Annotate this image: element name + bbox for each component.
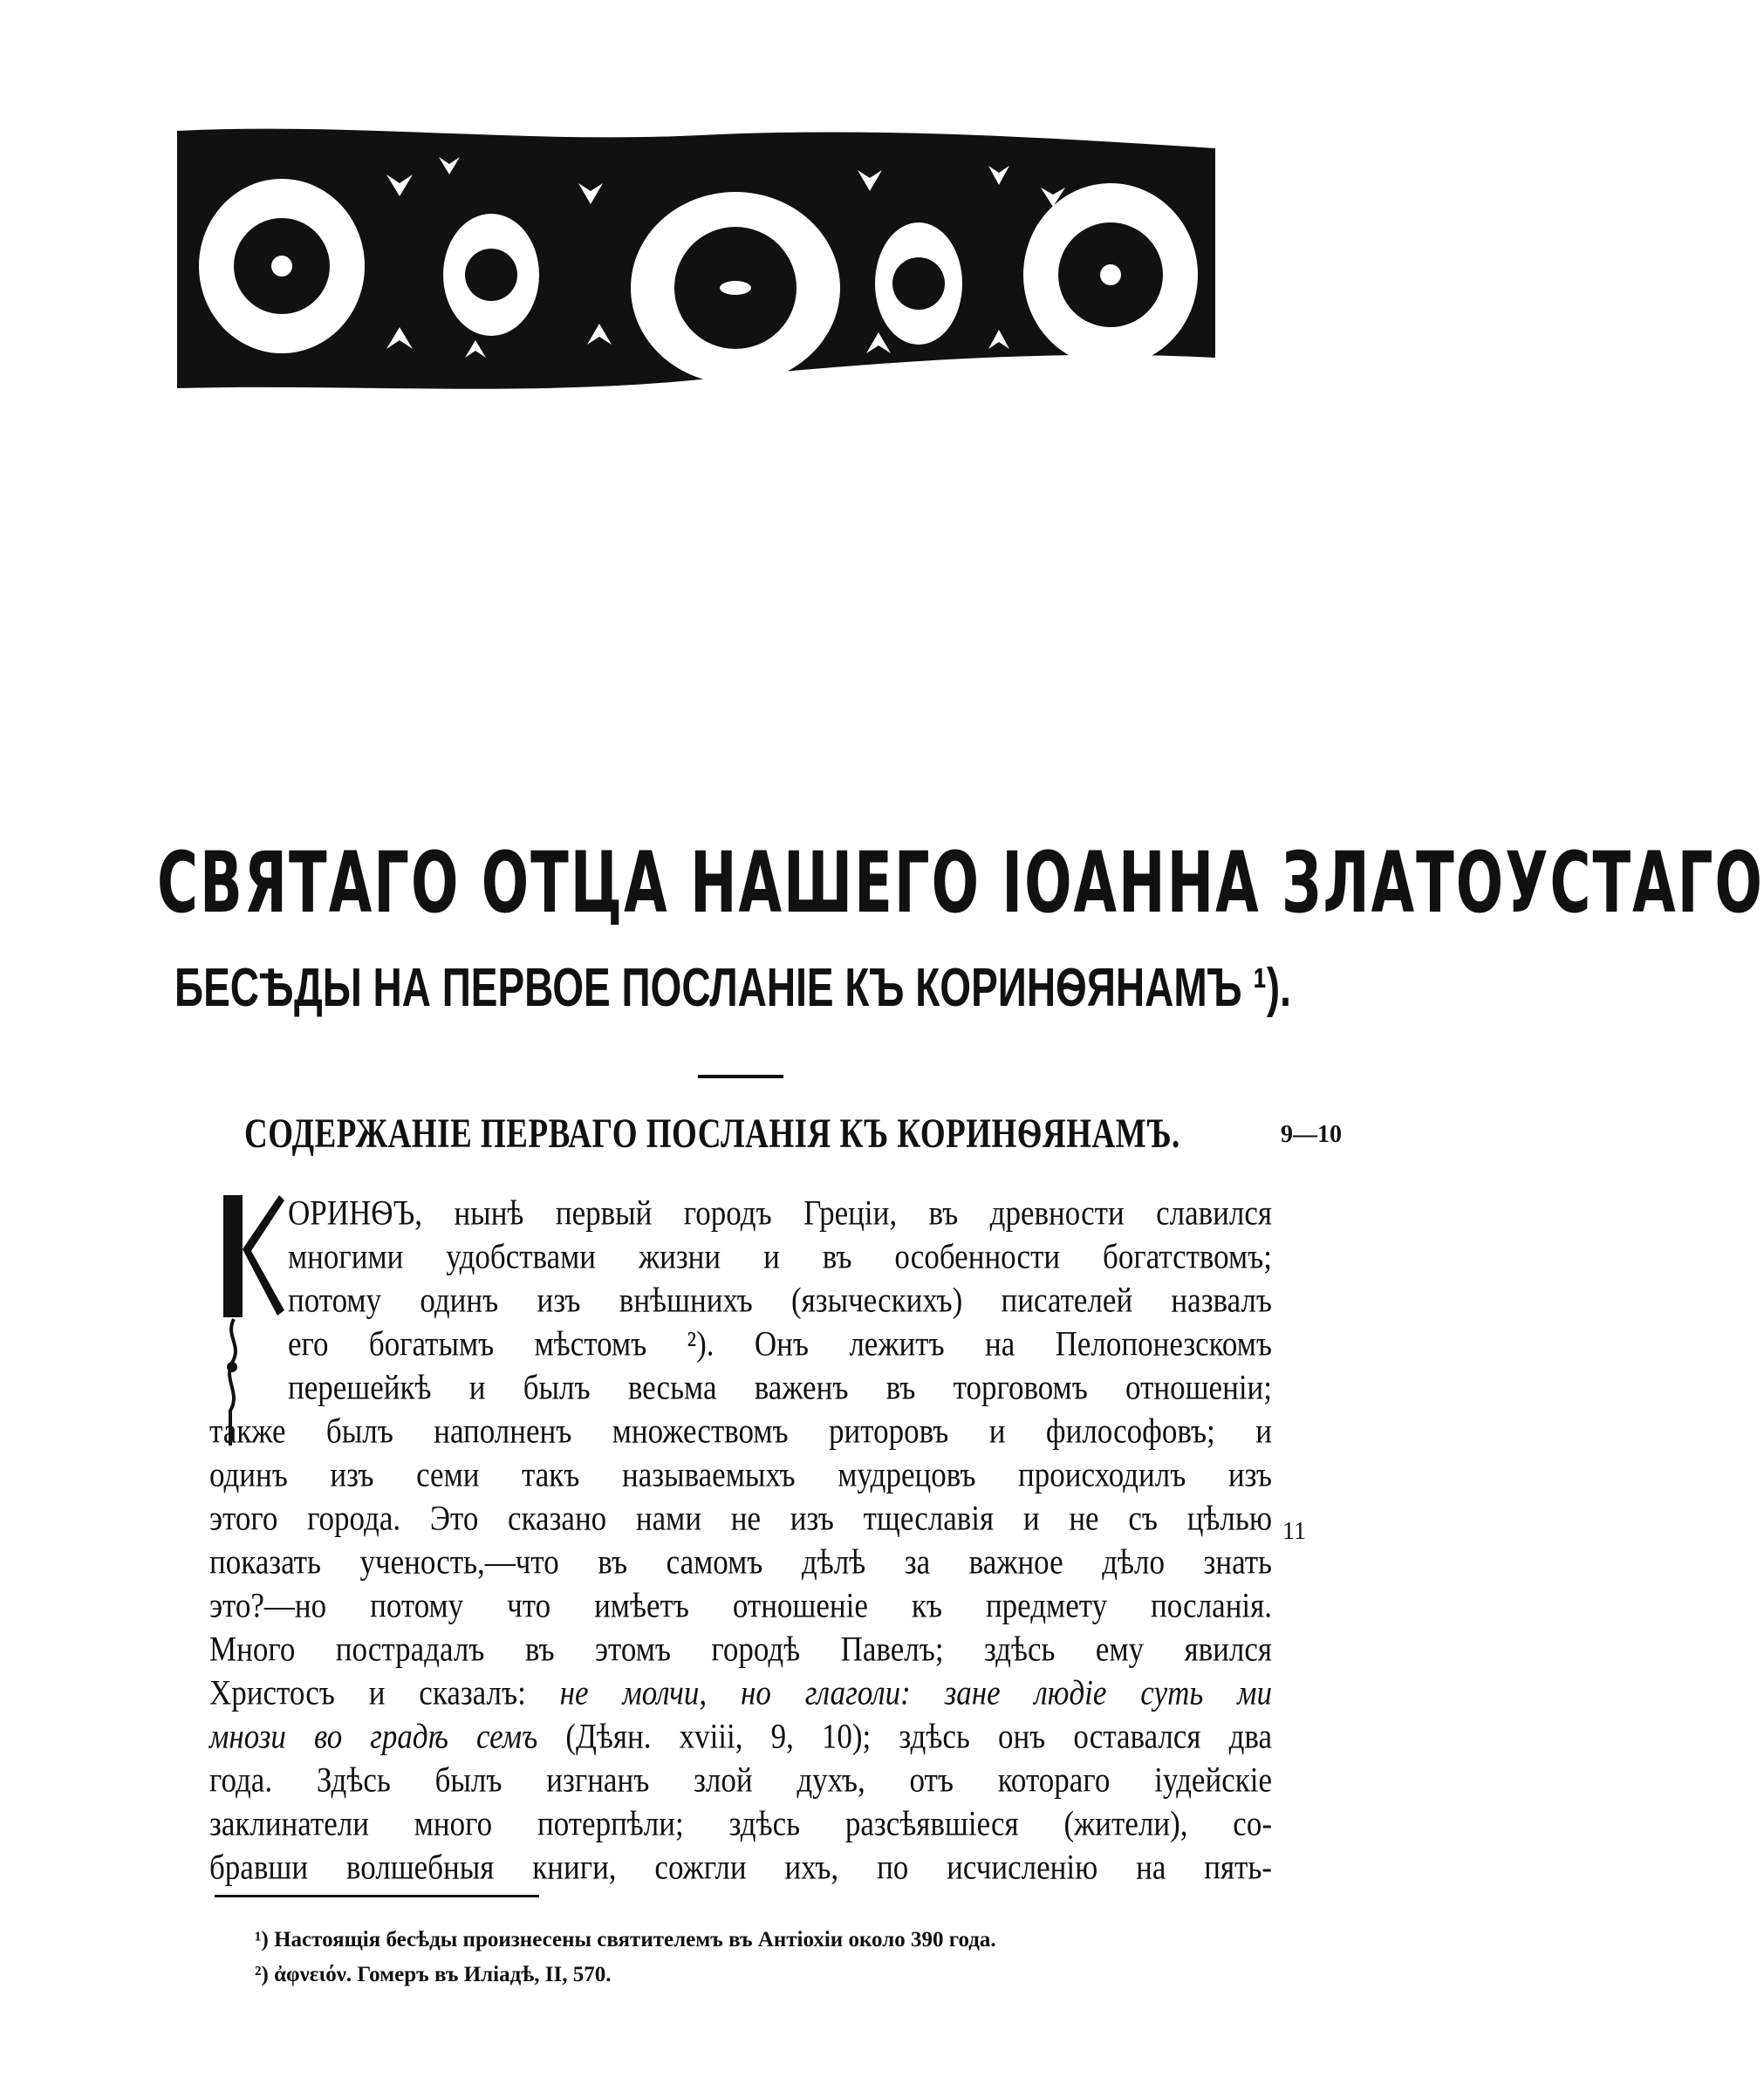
footnote-mark: ²) xyxy=(255,1963,269,1986)
text-line: это?—но потому что имѣетъ отношеніе къ предмету посланія. xyxy=(209,1586,1272,1625)
text-line: его богатымъ мѣстомъ ²). Онъ лежитъ на Пелопонезскомъ xyxy=(288,1324,1272,1364)
text-line: Много пострадалъ въ этомъ городѣ Павелъ; здѣсь ему явился xyxy=(209,1630,1272,1669)
subtitle-footnote-mark: ¹). xyxy=(1253,956,1291,1018)
headpiece-ornament-icon xyxy=(177,122,1215,401)
margin-reference: 11 xyxy=(1282,1518,1306,1545)
footnote xyxy=(255,1928,996,1952)
page-subtitle xyxy=(174,955,1291,1019)
dropcap-letter: К xyxy=(223,1223,224,1224)
text-line: многими удобствами жизни и въ особенности богатствомъ; xyxy=(288,1237,1272,1276)
text-line: заклинатели много потерпѣли; здѣсь разсѣявшіеся (жители), со- xyxy=(209,1804,1272,1843)
footnote-text: Настоящія бесѣды произнесены святителемъ въ Антіохіи около 390 года. xyxy=(274,1928,996,1952)
dropcap-k-icon xyxy=(216,1188,284,1450)
section-heading: СОДЕРЖАНІЕ ПЕРВАГО ПОСЛАНІЯ КЪ КОРИНѲЯНАМЪ. xyxy=(244,1111,1180,1158)
footnote-mark: ¹) xyxy=(255,1928,269,1952)
text-segment: (Дѣян. xviii, 9, 10); здѣсь онъ оставался два xyxy=(565,1717,1272,1756)
subtitle-text: БЕСѢДЫ НА ПЕРВОЕ ПОСЛАНІЕ КЪ КОРИНѲЯНАМЪ xyxy=(174,956,1242,1018)
scripture-quote: не молчи, но глаголи: зане людіе суть ми xyxy=(559,1673,1272,1712)
text-line: этого города. Это сказано нами не изъ тщеславія и не съ цѣлью xyxy=(209,1499,1272,1538)
text-line: ОРИНѲЪ, нынѣ первый городъ Греціи, въ древности славился xyxy=(288,1193,1272,1233)
footnote xyxy=(255,1963,611,1987)
margin-reference: 9—10 xyxy=(1281,1121,1342,1148)
text-segment: Христосъ и сказалъ: xyxy=(209,1673,526,1712)
text-line: одинъ изъ семи такъ называемыхъ мудрецовъ происходилъ изъ xyxy=(209,1455,1272,1494)
footnote-divider xyxy=(215,1895,539,1897)
scripture-quote: мнози во градѣ семъ xyxy=(209,1717,538,1756)
dropcap-initial xyxy=(216,1188,284,1450)
text-line xyxy=(209,1717,1272,1767)
page-title: СВЯТАГО ОТЦА НАШЕГО ІОАННА ЗЛАТОУСТАГО xyxy=(157,836,1764,933)
text-line: также былъ наполненъ множествомъ риторовъ и философовъ; и xyxy=(209,1412,1272,1451)
text-line: показать ученость,—что въ самомъ дѣлѣ за важное дѣло знать xyxy=(209,1542,1272,1582)
ornamental-headpiece xyxy=(177,122,1215,401)
text-line: потому одинъ изъ внѣшнихъ (языческихъ) писателей назвалъ xyxy=(288,1281,1272,1320)
title-divider xyxy=(698,1075,783,1078)
footnote-text: ἀφνειόν. Гомеръ въ Иліадѣ, II, 570. xyxy=(274,1963,612,1986)
text-line: бравши волшебныя книги, сожгли ихъ, по исчисленію на пять- xyxy=(209,1848,1272,1887)
text-line xyxy=(209,1673,1272,1724)
text-line: перешейкѣ и былъ весьма важенъ въ торговомъ отношеніи; xyxy=(288,1368,1272,1407)
text-line: года. Здѣсь былъ изгнанъ злой духъ, отъ котораго іудейскіе xyxy=(209,1760,1272,1800)
